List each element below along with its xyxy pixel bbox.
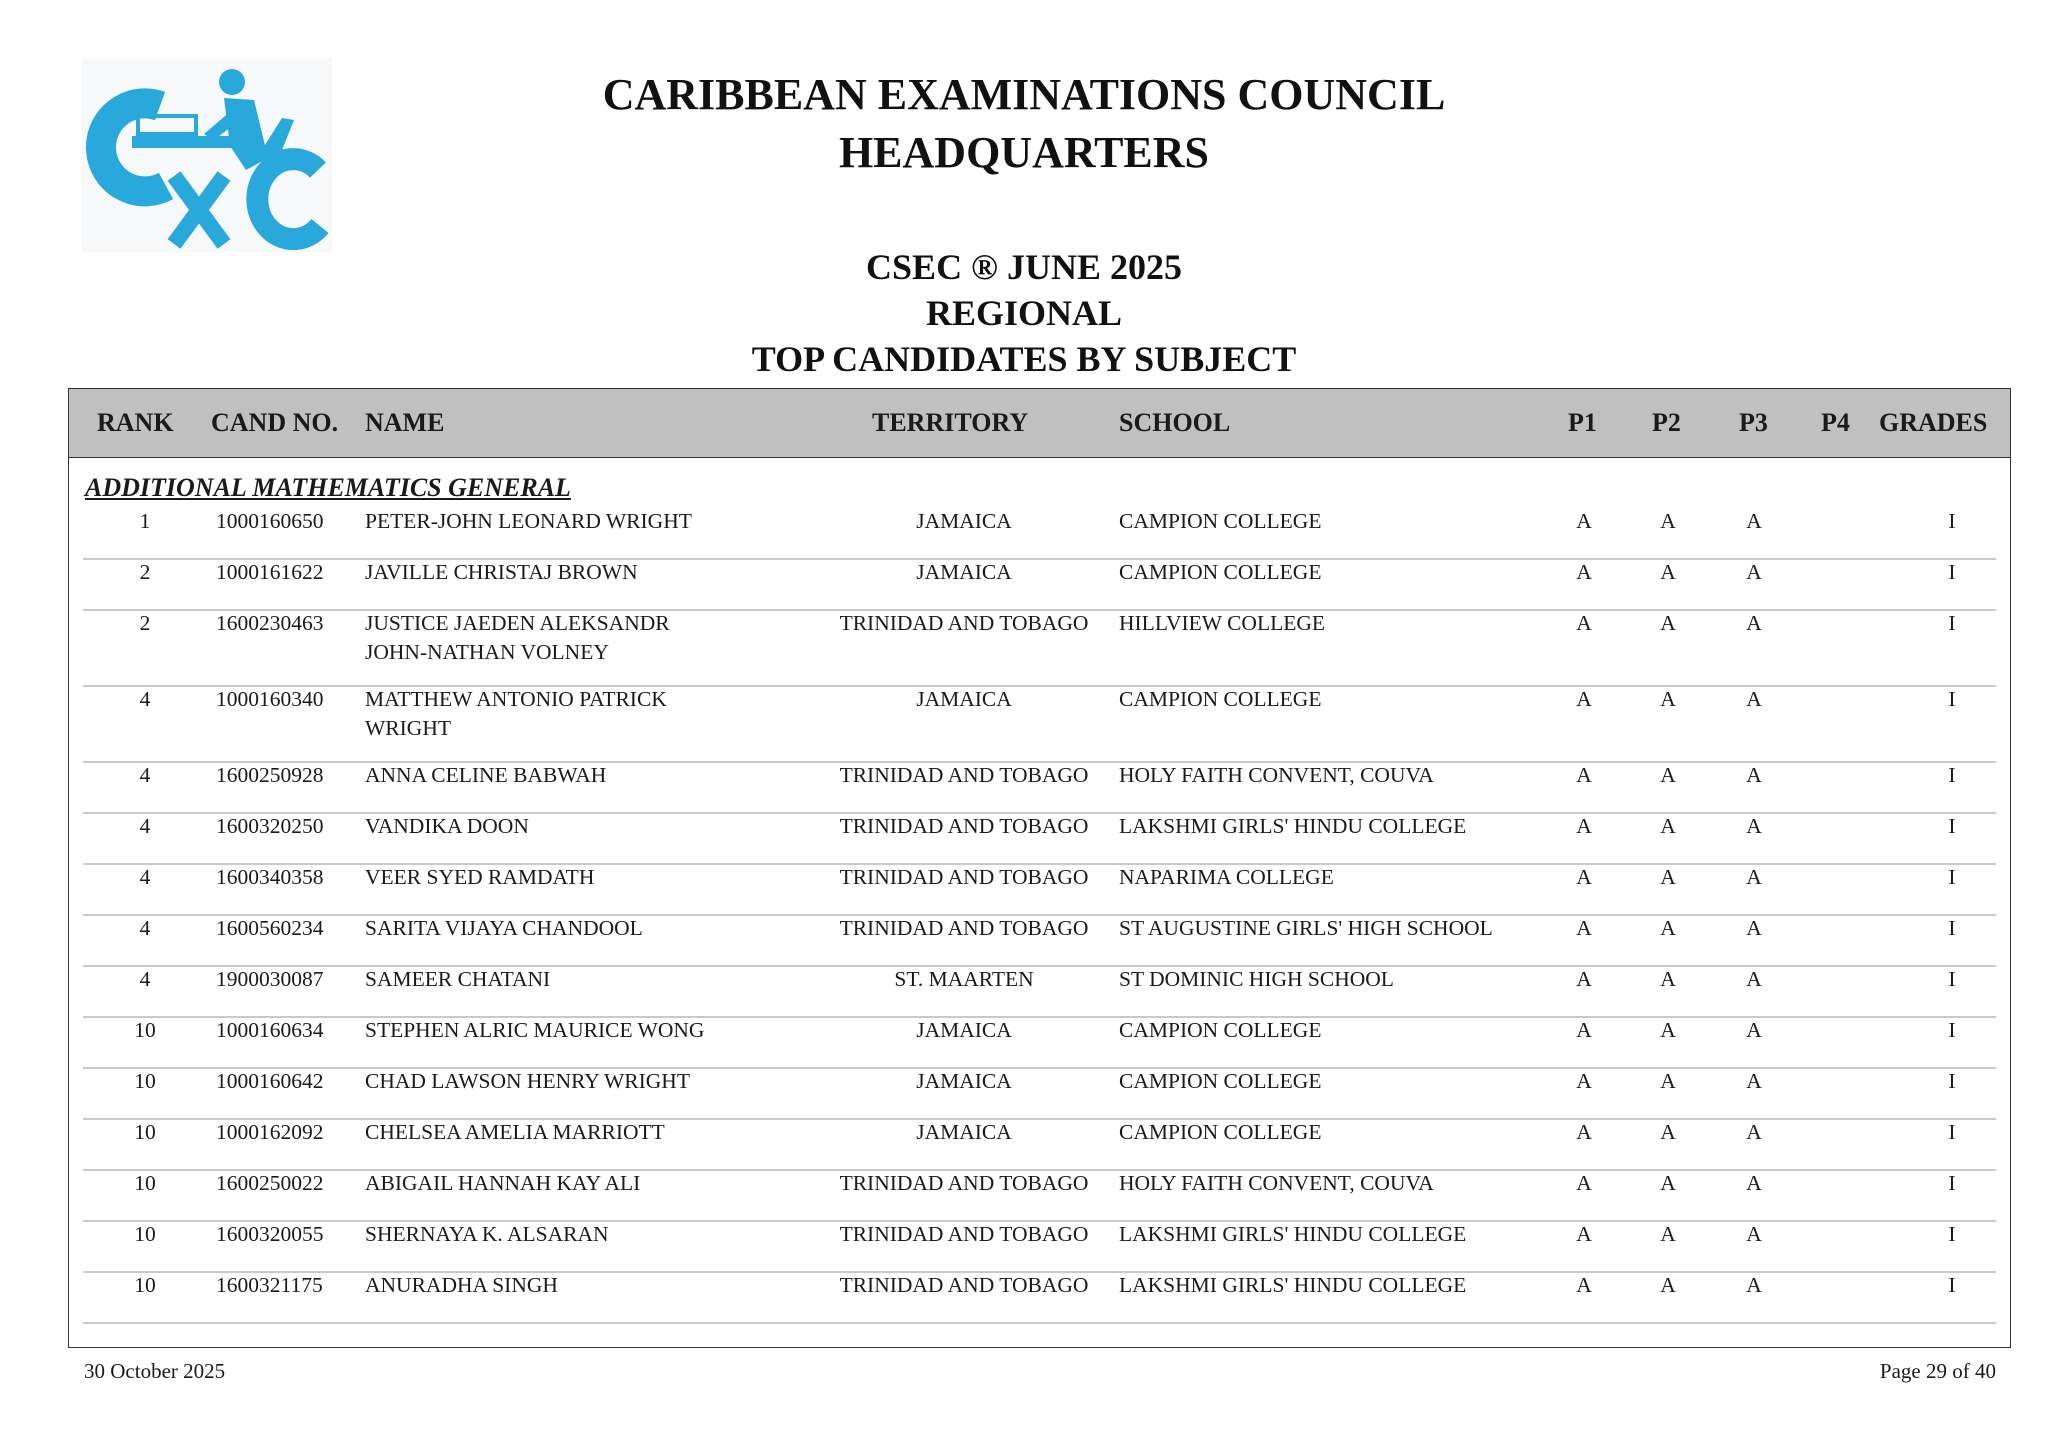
col-grades: GRADES (1879, 408, 1988, 437)
p3-cell: A (1746, 814, 1762, 838)
report-subtitle (0, 244, 2048, 382)
table-row (83, 863, 1996, 916)
school-cell: NAPARIMA COLLEGE (1119, 865, 1334, 889)
grade-cell: I (1948, 509, 1956, 533)
name-line1: ABIGAIL HANNAH KAY ALI (365, 1171, 641, 1195)
name-cell (365, 812, 529, 841)
cand-no-cell: 1000162092 (216, 1120, 324, 1144)
name-cell (365, 1016, 704, 1045)
rank-cell: 10 (134, 1222, 156, 1246)
grade-cell: I (1948, 1171, 1956, 1195)
col-rank: RANK (97, 408, 174, 437)
p2-cell: A (1660, 814, 1676, 838)
territory-cell: TRINIDAD AND TOBAGO (839, 1171, 1089, 1195)
name-line1: ANURADHA SINGH (365, 1273, 558, 1297)
grade-cell: I (1948, 1222, 1956, 1246)
territory-cell: JAMAICA (916, 1018, 1012, 1042)
school-cell: LAKSHMI GIRLS' HINDU COLLEGE (1119, 1222, 1467, 1246)
p1-cell: A (1576, 509, 1592, 533)
territory-cell: ST. MAARTEN (894, 967, 1034, 991)
school-cell: CAMPION COLLEGE (1119, 560, 1322, 584)
territory-cell: JAMAICA (916, 1120, 1012, 1144)
results-table (68, 388, 2011, 1348)
col-p3: P3 (1739, 408, 1768, 437)
school-cell: HOLY FAITH CONVENT, COUVA (1119, 1171, 1434, 1195)
p3-cell: A (1746, 1222, 1762, 1246)
rank-cell: 2 (139, 611, 151, 635)
p2-cell: A (1660, 1273, 1676, 1297)
name-cell (365, 965, 550, 994)
rank-cell: 10 (134, 1273, 156, 1297)
territory-cell: TRINIDAD AND TOBAGO (839, 1273, 1089, 1297)
territory-cell: TRINIDAD AND TOBAGO (839, 1222, 1089, 1246)
p2-cell: A (1660, 1171, 1676, 1195)
p2-cell: A (1660, 1018, 1676, 1042)
p2-cell: A (1660, 1069, 1676, 1093)
name-cell (365, 558, 638, 587)
name-line1: JAVILLE CHRISTAJ BROWN (365, 560, 638, 584)
name-line1: SARITA VIJAYA CHANDOOL (365, 916, 643, 940)
name-line1: MATTHEW ANTONIO PATRICK (365, 687, 667, 711)
grade-cell: I (1948, 560, 1956, 584)
grade-cell: I (1948, 967, 1956, 991)
p2-cell: A (1660, 687, 1676, 711)
rank-cell: 4 (139, 763, 151, 787)
table-header (69, 389, 2010, 458)
p3-cell: A (1746, 611, 1762, 635)
p3-cell: A (1746, 1273, 1762, 1297)
school-cell: LAKSHMI GIRLS' HINDU COLLEGE (1119, 814, 1467, 838)
grade-cell: I (1948, 763, 1956, 787)
p3-cell: A (1746, 509, 1762, 533)
cand-no-cell: 1600320055 (216, 1222, 324, 1246)
p2-cell: A (1660, 763, 1676, 787)
name-line1: PETER-JOHN LEONARD WRIGHT (365, 509, 692, 533)
p1-cell: A (1576, 916, 1592, 940)
school-cell: HILLVIEW COLLEGE (1119, 611, 1326, 635)
name-cell (365, 1067, 690, 1096)
grade-cell: I (1948, 1120, 1956, 1144)
p1-cell: A (1576, 1171, 1592, 1195)
rank-cell: 2 (139, 560, 151, 584)
title-line2: HEADQUARTERS (838, 128, 1210, 177)
school-cell: LAKSHMI GIRLS' HINDU COLLEGE (1119, 1273, 1467, 1297)
cand-no-cell: 1600321175 (216, 1273, 323, 1297)
cand-no-cell: 1000160650 (216, 509, 324, 533)
school-cell: CAMPION COLLEGE (1119, 1018, 1322, 1042)
name-cell (365, 914, 643, 943)
subtitle-line3: TOP CANDIDATES BY SUBJECT (751, 339, 1297, 379)
rank-cell: 1 (139, 509, 151, 533)
grade-cell: I (1948, 687, 1956, 711)
territory-cell: TRINIDAD AND TOBAGO (839, 814, 1089, 838)
p3-cell: A (1746, 687, 1762, 711)
territory-cell: TRINIDAD AND TOBAGO (839, 865, 1089, 889)
grade-cell: I (1948, 916, 1956, 940)
p1-cell: A (1576, 814, 1592, 838)
rank-cell: 10 (134, 1171, 156, 1195)
table-row (83, 507, 1996, 560)
p2-cell: A (1660, 611, 1676, 635)
school-cell: ST DOMINIC HIGH SCHOOL (1119, 967, 1394, 991)
table-row (83, 1169, 1996, 1222)
p3-cell: A (1746, 560, 1762, 584)
col-p1: P1 (1568, 408, 1597, 437)
rank-cell: 4 (139, 865, 151, 889)
p1-cell: A (1576, 967, 1592, 991)
subtitle-line2: REGIONAL (925, 293, 1123, 333)
p3-cell: A (1746, 763, 1762, 787)
table-row (83, 761, 1996, 814)
rank-cell: 10 (134, 1120, 156, 1144)
table-row (83, 1220, 1996, 1273)
col-school: SCHOOL (1119, 408, 1231, 437)
table-row (83, 558, 1996, 611)
table-row (83, 914, 1996, 967)
rank-cell: 10 (134, 1018, 156, 1042)
p2-cell: A (1660, 560, 1676, 584)
subject-heading: ADDITIONAL MATHEMATICS GENERAL (85, 473, 571, 502)
name-cell (365, 863, 594, 892)
territory-cell: JAMAICA (916, 1069, 1012, 1093)
name-cell (365, 1220, 609, 1249)
p2-cell: A (1660, 509, 1676, 533)
school-cell: HOLY FAITH CONVENT, COUVA (1119, 763, 1434, 787)
p3-cell: A (1746, 1171, 1762, 1195)
grade-cell: I (1948, 814, 1956, 838)
cand-no-cell: 1600320250 (216, 814, 324, 838)
p3-cell: A (1746, 1120, 1762, 1144)
cand-no-cell: 1600340358 (216, 865, 324, 889)
table-row (83, 1016, 1996, 1069)
subtitle-line1: CSEC ® JUNE 2025 (866, 247, 1182, 287)
rank-cell: 4 (139, 687, 151, 711)
cand-no-cell: 1600250928 (216, 763, 324, 787)
school-cell: ST AUGUSTINE GIRLS' HIGH SCHOOL (1119, 916, 1493, 940)
name-line1: CHAD LAWSON HENRY WRIGHT (365, 1069, 690, 1093)
p2-cell: A (1660, 916, 1676, 940)
p1-cell: A (1576, 1222, 1592, 1246)
cand-no-cell: 1000160340 (216, 687, 324, 711)
name-line1: STEPHEN ALRIC MAURICE WONG (365, 1018, 705, 1042)
grade-cell: I (1948, 1069, 1956, 1093)
grade-cell: I (1948, 1018, 1956, 1042)
territory-cell: TRINIDAD AND TOBAGO (839, 763, 1089, 787)
grade-cell: I (1948, 865, 1956, 889)
name-line2: WRIGHT (365, 716, 451, 740)
name-cell (365, 1118, 665, 1147)
title-line1: CARIBBEAN EXAMINATIONS COUNCIL (602, 70, 1446, 119)
cand-no-cell: 1600250022 (216, 1171, 324, 1195)
table-row (83, 1067, 1996, 1120)
p1-cell: A (1576, 1018, 1592, 1042)
p3-cell: A (1746, 967, 1762, 991)
col-p4: P4 (1821, 408, 1850, 437)
p2-cell: A (1660, 865, 1676, 889)
report-date: 30 October 2025 (84, 1359, 226, 1383)
p3-cell: A (1746, 916, 1762, 940)
territory-cell: TRINIDAD AND TOBAGO (839, 611, 1089, 635)
p1-cell: A (1576, 763, 1592, 787)
school-cell: CAMPION COLLEGE (1119, 509, 1322, 533)
p1-cell: A (1576, 1120, 1592, 1144)
name-line2: JOHN-NATHAN VOLNEY (365, 640, 609, 664)
p3-cell: A (1746, 865, 1762, 889)
rank-cell: 10 (134, 1069, 156, 1093)
name-line1: SHERNAYA K. ALSARAN (365, 1222, 609, 1246)
p2-cell: A (1660, 1120, 1676, 1144)
p1-cell: A (1576, 1069, 1592, 1093)
name-line1: VANDIKA DOON (365, 814, 529, 838)
cand-no-cell: 1000161622 (216, 560, 324, 584)
name-cell (365, 1271, 558, 1300)
page-number: Page 29 of 40 (1879, 1359, 1996, 1383)
grade-cell: I (1948, 611, 1956, 635)
name-line1: CHELSEA AMELIA MARRIOTT (365, 1120, 665, 1144)
p1-cell: A (1576, 1273, 1592, 1297)
table-row (83, 1271, 1996, 1324)
p1-cell: A (1576, 611, 1592, 635)
school-cell: CAMPION COLLEGE (1119, 1069, 1322, 1093)
table-row (83, 1118, 1996, 1171)
table-row (83, 812, 1996, 865)
school-cell: CAMPION COLLEGE (1119, 687, 1322, 711)
table-row (83, 609, 1996, 687)
table-row (83, 965, 1996, 1018)
name-line1: SAMEER CHATANI (365, 967, 551, 991)
rank-cell: 4 (139, 967, 151, 991)
name-cell (365, 685, 667, 743)
col-name: NAME (365, 408, 445, 437)
col-territory: TERRITORY (872, 408, 1029, 437)
p2-cell: A (1660, 967, 1676, 991)
name-line1: JUSTICE JAEDEN ALEKSANDR (365, 611, 670, 635)
p3-cell: A (1746, 1069, 1762, 1093)
name-cell (365, 507, 692, 536)
territory-cell: JAMAICA (916, 509, 1012, 533)
name-cell (365, 609, 670, 667)
col-p2: P2 (1652, 408, 1681, 437)
cand-no-cell: 1000160642 (216, 1069, 324, 1093)
cand-no-cell: 1600560234 (216, 916, 324, 940)
p1-cell: A (1576, 560, 1592, 584)
name-line1: VEER SYED RAMDATH (365, 865, 595, 889)
cand-no-cell: 1000160634 (216, 1018, 324, 1042)
p1-cell: A (1576, 865, 1592, 889)
cand-no-cell: 1900030087 (216, 967, 324, 991)
p2-cell: A (1660, 1222, 1676, 1246)
territory-cell: JAMAICA (916, 560, 1012, 584)
name-cell (365, 1169, 640, 1198)
rank-cell: 4 (139, 916, 151, 940)
col-cand-no: CAND NO. (211, 408, 339, 437)
p1-cell: A (1576, 687, 1592, 711)
territory-cell: JAMAICA (916, 687, 1012, 711)
name-line1: ANNA CELINE BABWAH (365, 763, 607, 787)
council-title (0, 66, 2048, 182)
name-cell (365, 761, 606, 790)
rank-cell: 4 (139, 814, 151, 838)
cand-no-cell: 1600230463 (216, 611, 324, 635)
p3-cell: A (1746, 1018, 1762, 1042)
table-row (83, 685, 1996, 763)
territory-cell: TRINIDAD AND TOBAGO (839, 916, 1089, 940)
grade-cell: I (1948, 1273, 1956, 1297)
school-cell: CAMPION COLLEGE (1119, 1120, 1322, 1144)
